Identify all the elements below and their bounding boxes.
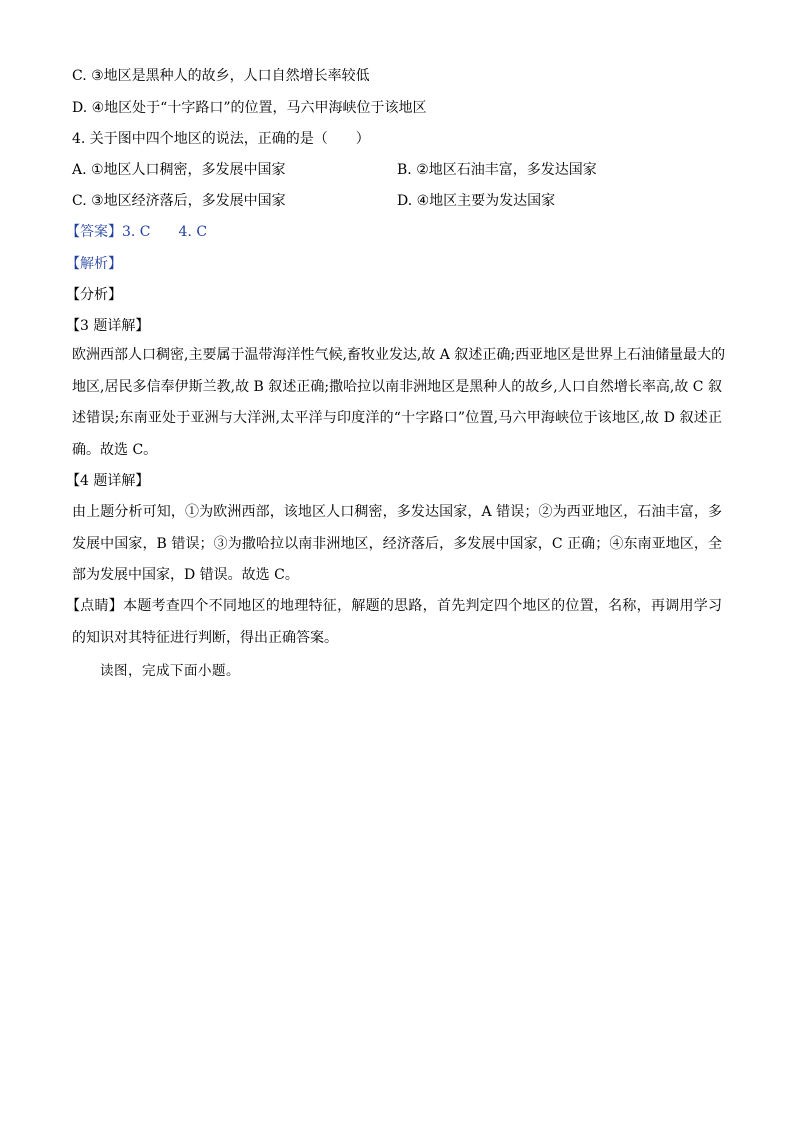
q3-detail-line-4: 确。故选 C。 [72,441,158,458]
answer-tag: 【答案】 [66,224,122,240]
q3-detail-tag: 【3 题详解】 [66,318,150,334]
q3-detail-paragraph [72,340,726,466]
q4-detail-line-2: 发展中国家，B 错误；③为撒哈拉以南非洲地区，经济落后，多发展中国家，C 正确；④东南亚地区，全 [72,535,722,552]
dianjing-text-1: 本题考查四个不同地区的地理特征，解题的思路，首先判定四个地区的位置，名称，再调用学习 [123,598,723,614]
q4-detail-paragraph [72,497,722,592]
q3-detail-line-2: 地区,居民多信奉伊斯兰教,故 B 叙述正确;撒哈拉以南非洲地区是黑种人的故乡,人口自然增长率高,故 C 叙 [72,378,722,395]
q4-option-b: B. ②地区石油丰富，多发达国家 [397,162,597,178]
analysis-tag: 【解析】 [66,256,122,272]
q3-option-d: D. ④地区处于“十字路口”的位置，马六甲海峡位于该地区 [72,100,427,116]
q4-option-d: D. ④地区主要为发达国家 [397,193,556,209]
q4-option-a: A. ①地区人口稠密，多发展中国家 [72,162,286,178]
q4-detail-line-3: 部为发展中国家，D 错误。故选 C。 [72,567,299,583]
fenxi-tag: 【分析】 [66,287,122,303]
q3-detail-line-1: 欧洲西部人口稠密,主要属于温带海洋性气候,畜牧业发达,故 A 叙述正确;西亚地区是世界上石油储量最大的 [72,347,726,363]
answer-text: 3. C 4. C [122,224,208,240]
dianjing-line-1 [66,591,722,623]
dianjing-line-2: 的知识对其特征进行判断，得出正确答案。 [72,629,338,646]
q4-stem: 4. 关于图中四个地区的说法，正确的是（ ） [72,131,370,147]
dianjing-paragraph [66,591,722,654]
q3-option-c: C. ③地区是黑种人的故乡，人口自然增长率较低 [72,68,370,84]
next-prompt: 读图，完成下面小题。 [100,663,240,679]
q4-detail-tag: 【4 题详解】 [66,473,150,489]
q3-detail-line-3: 述错误;东南亚处于亚洲与大洋洲,太平洋与印度洋的“十字路口”位置,马六甲海峡位于该地区,故 D 叙述正 [72,410,722,426]
q4-detail-line-1: 由上题分析可知，①为欧洲西部，该地区人口稠密，多发达国家，A 错误；②为西亚地区，石油丰富，多 [72,504,722,520]
answer-line [66,223,207,241]
q4-option-c: C. ③地区经济落后，多发展中国家 [72,193,286,209]
dianjing-tag: 【点睛】 [66,598,124,614]
